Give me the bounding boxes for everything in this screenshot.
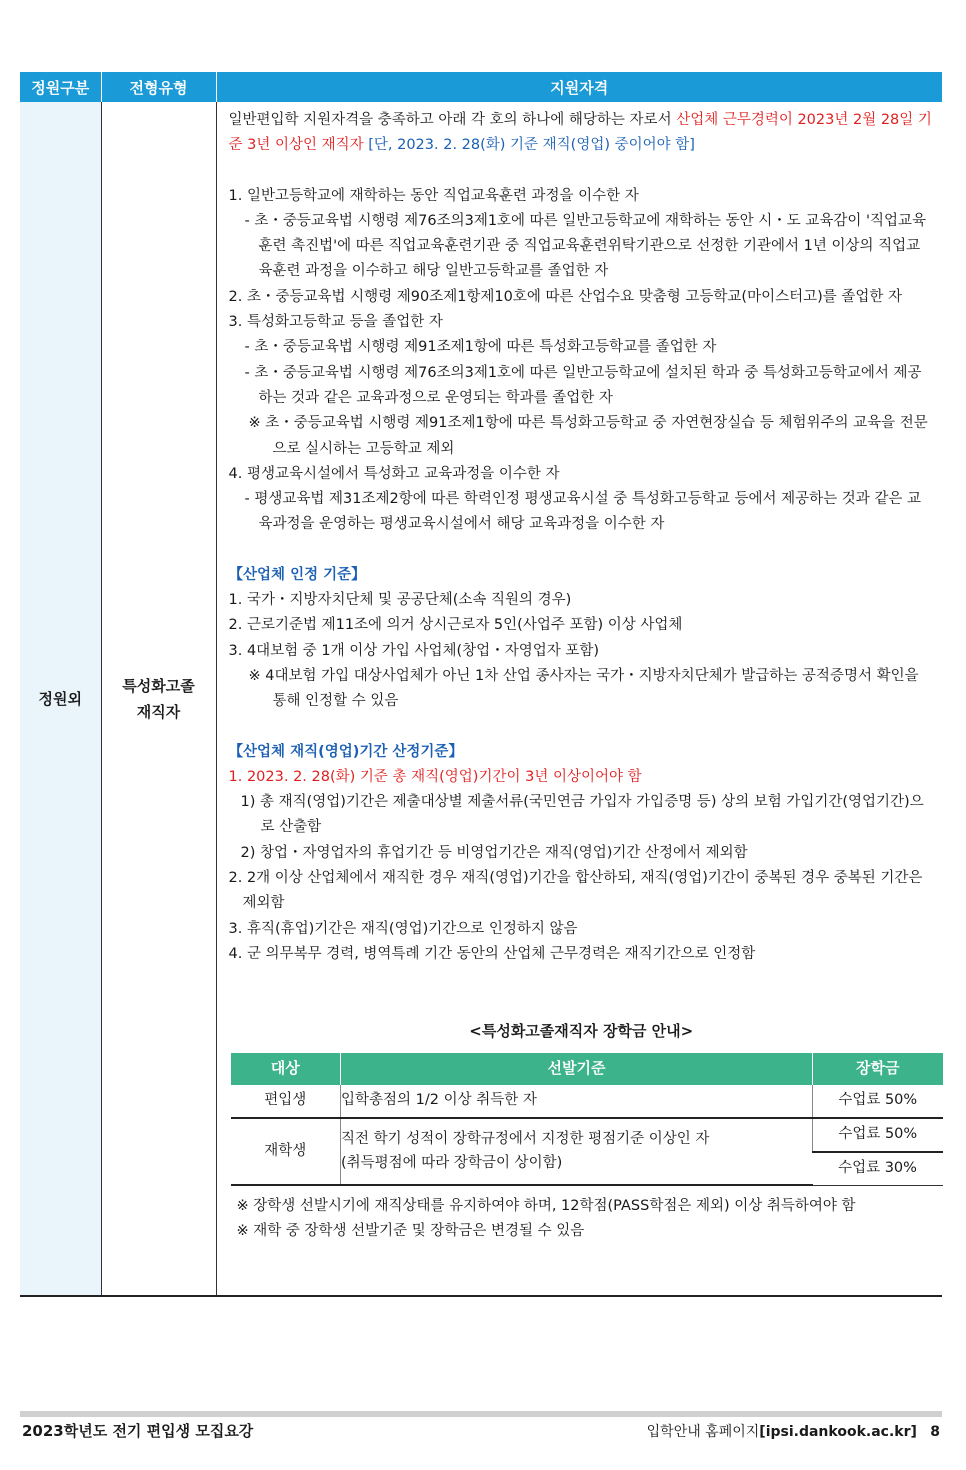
period-subitem: 2) 창업・자영업자의 휴업기간 등 비영업기간은 재직(영업)기간 산정에서 제외함 (240, 844, 748, 861)
scholarship-amount: 수업료 30% (813, 1152, 943, 1186)
qualification-item: 4. 평생교육시설에서 특성화고 교육과정을 이수한 자 (228, 465, 560, 482)
scholarship-target: 편입생 (231, 1085, 341, 1118)
scholarship-title: <특성화고졸재직자 장학금 안내> (469, 1022, 694, 1041)
table-row (231, 1118, 943, 1152)
recognition-item: 3. 4대보험 중 1개 이상 가입 사업체(창업・자영업자 포함) (228, 642, 600, 659)
scholarship-criteria: 입학총점의 1/2 이상 취득한 자 (341, 1085, 813, 1118)
period-item: 4. 군 의무복무 경력, 병역특례 기간 동안의 산업체 근무경력은 재직기간으로 인정함 (228, 945, 756, 962)
intro-paragraph: 일반편입학 지원자격을 충족하고 아래 각 호의 하나에 해당하는 자로서 산업체 근무경력이 2023년 2월 28일 기준 3년 이상인 재직자 [단, 2023. 2. 28(화) 기준 재직(영업) 중이어야 함] (228, 112, 932, 154)
qualification-item: - 초・중등교육법 시행령 제76조의3제1호에 따른 일반고등학교에 재학하는 동안 시・도 교육감이 '직업교육훈련 촉진법'에 따른 직업교육훈련기관 중 직업교육훈련위탁기관으로 선정한 기관에서 1년 이상의 직업교육훈련 과정을 이수하고 해당 일반고등학교를 졸업한 자 (244, 212, 926, 280)
category-cell (20, 102, 101, 1296)
header-type: 전형유형 (101, 72, 216, 102)
period-item: 3. 휴직(휴업)기간은 재직(영업)기간으로 인정하지 않음 (228, 920, 578, 937)
scholarship-header-amount: 장학금 (813, 1053, 943, 1085)
recognition-note: ※ 4대보험 가입 대상사업체가 아닌 1차 산업 종사자는 국가・지방자치단체가 발급하는 공적증명서 확인을 통해 인정할 수 있음 (248, 667, 919, 710)
table-row (231, 1085, 943, 1118)
qualification-item: 3. 특성화고등학교 등을 졸업한 자 (228, 314, 443, 331)
qualification-note: ※ 초・중등교육법 시행령 제91조제1항에 따른 특성화고등학교 중 자연현장실습 등 체험위주의 교육을 전문으로 실시하는 고등학교 제외 (248, 415, 928, 457)
scholarship-note: ※ 장학생 선발시기에 재직상태를 유지하여야 하며, 12학점(PASS학점은 제외) 이상 취득하여야 함 (236, 1198, 856, 1214)
scholarship-header-target: 대상 (231, 1053, 341, 1085)
scholarship-header-criteria: 선발기준 (341, 1053, 813, 1085)
scholarship-notes (229, 1194, 935, 1244)
scholarship-amount: 수업료 50% (813, 1118, 943, 1152)
intro-emphasis: 산업체 근무경력이 2023년 2월 28일 기준 3년 이상인 재직자 (228, 112, 932, 154)
type-label-line2: 재직자 (136, 702, 181, 721)
recognition-item: 2. 근로기준법 제11조에 의거 상시근로자 5인(사업주 포함) 이상 사업체 (228, 617, 683, 634)
type-cell (101, 102, 216, 1296)
scholarship-criteria: 직전 학기 성적이 장학규정에서 지정한 평점기준 이상인 자 (취득평점에 따라 장학금이 상이함) (341, 1118, 813, 1186)
scholarship-amount: 수업료 50% (813, 1085, 943, 1118)
qualification-item: - 초・중등교육법 시행령 제76조의3제1호에 따른 일반고등학교에 설치된 학과 중 특성화고등학교에서 제공하는 것과 같은 교육과정으로 운영되는 학과를 졸업한 자 (244, 364, 922, 406)
page-number: 8 (930, 1424, 940, 1440)
qualification-item: 1. 일반고등학교에 재학하는 동안 직업교육훈련 과정을 이수한 자 (228, 187, 639, 204)
qualification-cell (216, 102, 942, 1296)
scholarship-target: 재학생 (231, 1118, 341, 1186)
qualification-item: - 평생교육법 제31조제2항에 따른 학력인정 평생교육시설 중 특성화고등학교 등에서 제공하는 것과 같은 교육과정을 운영하는 평생교육시설에서 해당 교육과정을 이수한 자 (244, 491, 922, 533)
scholarship-table (231, 1053, 943, 1187)
qualification-item: 2. 초・중등교육법 시행령 제90조제1항제10호에 따른 산업수요 맞춤형 고등학교(마이스터고)를 졸업한 자 (228, 288, 903, 305)
admission-qualification-table (20, 72, 942, 1297)
qualification-item: - 초・중등교육법 시행령 제91조제1항에 따른 특성화고등학교를 졸업한 자 (244, 339, 717, 356)
scholarship-note: ※ 재학 중 장학생 선발기준 및 장학금은 변경될 수 있음 (236, 1223, 585, 1239)
footer-homepage-link[interactable]: [ipsi.dankook.ac.kr] (759, 1424, 917, 1440)
footer-info (647, 1421, 940, 1441)
footer-title: 2023학년도 전기 편입생 모집요강 (22, 1422, 254, 1440)
header-category: 정원구분 (20, 72, 101, 102)
recognition-item: 1. 국가・지방자치단체 및 공공단체(소속 직원의 경우) (228, 592, 572, 609)
header-qualification: 지원자격 (216, 72, 942, 102)
period-item: 2. 2개 이상 산업체에서 재직한 경우 재직(영업)기간을 합산하되, 재직(영업)기간이 중복된 경우 중복된 기간은 제외함 (228, 870, 923, 912)
qualification-content (229, 108, 935, 1244)
footer-divider (20, 1411, 942, 1417)
type-label-line1: 특성화고졸 (122, 676, 195, 695)
category-label: 정원외 (38, 690, 82, 708)
intro-condition: [단, 2023. 2. 28(화) 기준 재직(영업) 중이어야 함] (363, 137, 695, 154)
recognition-title: 【산업체 인정 기준】 (228, 566, 366, 583)
period-subitem: 1) 총 재직(영업)기간은 제출대상별 제출서류(국민연금 가입자 가입증명 등) 상의 보험 가입기간(영업기간)으로 산출함 (240, 794, 924, 836)
period-item: 1. 2023. 2. 28(화) 기준 총 재직(영업)기간이 3년 이상이어야 함 (228, 768, 642, 785)
period-title: 【산업체 재직(영업)기간 산정기준】 (228, 743, 463, 760)
footer-homepage-label: 입학안내 홈페이지 (646, 1424, 760, 1440)
